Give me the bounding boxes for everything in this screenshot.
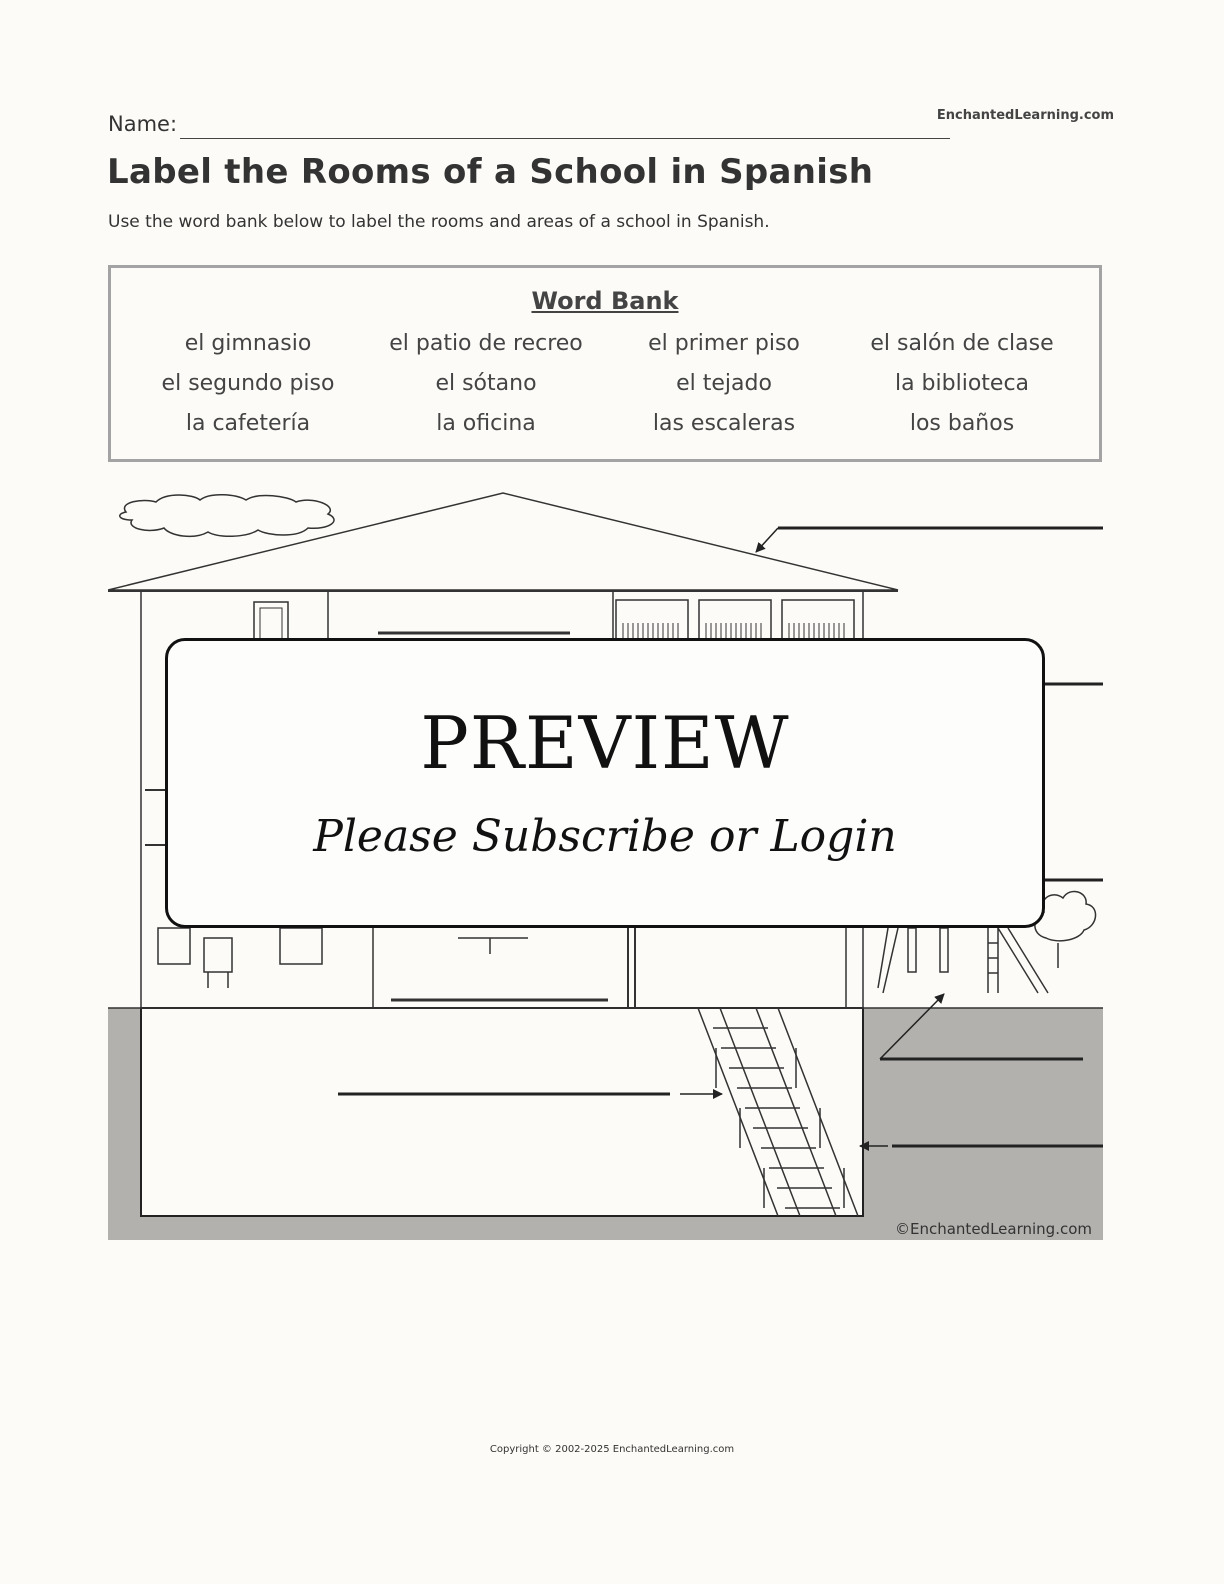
swing-pole bbox=[883, 928, 898, 993]
label-arrow bbox=[756, 528, 778, 552]
bookshelf-shape bbox=[782, 600, 854, 640]
illustration-watermark: ©EnchantedLearning.com bbox=[895, 1220, 1092, 1238]
books-shape bbox=[623, 623, 844, 638]
door-shape bbox=[260, 608, 282, 642]
word-bank-grid bbox=[111, 329, 1099, 439]
word-bank-item: las escaleras bbox=[652, 411, 796, 436]
word-bank-item: el segundo piso bbox=[161, 371, 335, 396]
word-bank-item: la biblioteca bbox=[894, 371, 1030, 396]
instructions: Use the word bank below to label the rooms and areas of a school in Spanish. bbox=[108, 212, 770, 232]
word-bank-item: el salón de clase bbox=[870, 331, 1054, 356]
page-title: Label the Rooms of a School in Spanish bbox=[107, 152, 874, 192]
word-bank bbox=[108, 265, 1102, 462]
word-bank-item: el gimnasio bbox=[184, 331, 312, 356]
bookshelf-shape bbox=[616, 600, 688, 640]
chair-shape bbox=[204, 938, 232, 972]
swing-seat bbox=[940, 928, 948, 972]
word-bank-item: los baños bbox=[909, 411, 1015, 436]
word-bank-title: Word Bank bbox=[531, 287, 679, 315]
name-row bbox=[108, 108, 1114, 142]
preview-overlay[interactable] bbox=[165, 638, 1045, 928]
site-name[interactable]: EnchantedLearning.com bbox=[936, 108, 1114, 123]
preview-subtitle[interactable]: Please Subscribe or Login bbox=[313, 811, 897, 862]
footer-copyright: Copyright © 2002-2025 EnchantedLearning.com bbox=[489, 1444, 735, 1455]
slide-shape bbox=[988, 928, 1048, 993]
desk-shape bbox=[158, 928, 190, 964]
word-bank-item: el sótano bbox=[435, 371, 537, 396]
desk-shape bbox=[280, 928, 322, 964]
basement-room bbox=[141, 1008, 863, 1216]
word-bank-item: la oficina bbox=[436, 411, 536, 436]
word-bank-item: el patio de recreo bbox=[389, 331, 583, 356]
word-bank-item: la cafetería bbox=[185, 411, 311, 436]
word-bank-item: el primer piso bbox=[648, 331, 800, 356]
swing-seat bbox=[908, 928, 916, 972]
name-line[interactable] bbox=[180, 138, 950, 139]
word-bank-item: el tejado bbox=[676, 371, 772, 396]
name-label: Name: bbox=[108, 112, 178, 136]
cloud-shape bbox=[120, 495, 334, 537]
preview-title: PREVIEW bbox=[420, 701, 790, 785]
bookshelf-shape bbox=[699, 600, 771, 640]
